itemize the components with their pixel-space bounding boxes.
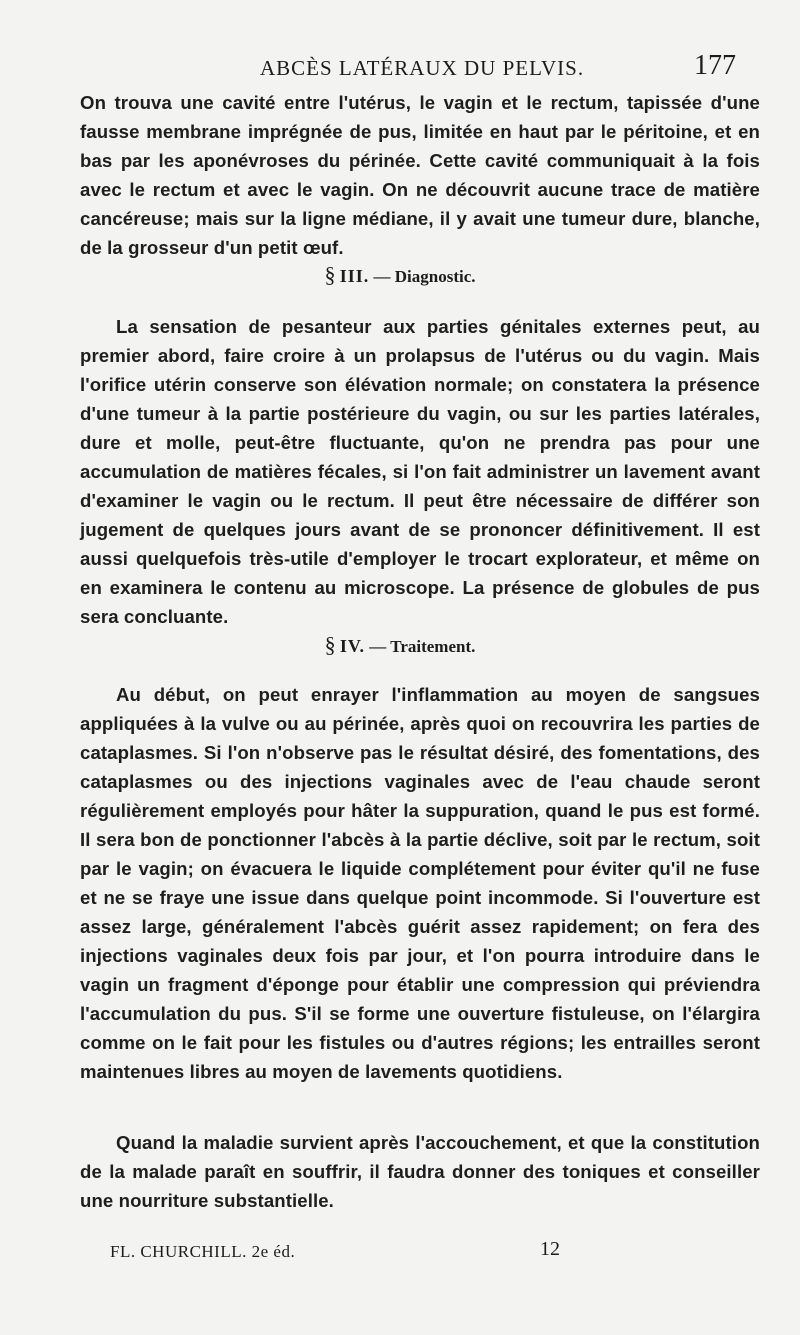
section-sign: § — [324, 262, 336, 287]
page-number: 177 — [694, 50, 736, 81]
running-title: ABCÈS LATÉRAUX DU PELVIS. — [260, 56, 585, 80]
running-header — [100, 50, 736, 82]
paragraph-diagnostic: La sensation de pesanteur aux parties génitales externes peut, au premier abord, faire croire à un prolapsus de l'utérus ou du vagin. Mais l'orifice utérin conserve son élévation normale; on constatera la présence d'une tumeur à la partie postérieure du vagin, ou sur les parties latérales, dure et molle, peut-être fluctuante, qu'on ne prendra pas pour une accumulation de matières fécales, si l'on fait administrer un lavement avant d'examiner le vagin ou le rectum. Il peut être nécessaire de différer son jugement de quelques jours avant de se prononcer définitivement. Il est aussi quelquefois très-utile d'employer le trocart explorateur, et même on en examinera le contenu au microscope. La présence de globules de pus sera concluante. — [80, 316, 760, 627]
section-separator: — — [369, 637, 387, 656]
page-footer — [110, 1238, 730, 1268]
section-title: Traitement. — [390, 637, 476, 656]
signature-mark: 12 — [540, 1238, 560, 1260]
section-sign: § — [324, 632, 336, 657]
paragraph-traitement: Au début, on peut enrayer l'inflammation au moyen de sangsues appliquées à la vulve ou au périnée, après quoi on recouvrira les parties de cataplasmes. Si l'on n'observe pas le résultat désiré, des fomentations, des cataplasmes ou des injections vaginales avec de l'eau chaude seront régulièrement employés pour hâter la suppuration, quand le pus est formé. Il sera bon de ponctionner l'abcès à la partie déclive, soit par le rectum, soit par le vagin; on évacuera le liquide complétement pour éviter qu'il ne fuse et ne se fraye une issue dans quelque point incommode. Si l'ouverture est assez large, généralement l'abcès guérit assez rapidement; on fera des injections vaginales deux fois par jour, et l'on pourra introduire dans le vagin un fragment d'éponge pour établir une compression qui préviendra l'accumulation du pus. S'il se forme une ouverture fistuleuse, on l'élargira comme on le fait pour les fistules ou d'autres régions; les entrailles seront maintenues libres au moyen de lavements quotidiens. — [80, 684, 760, 1082]
section-separator: — — [373, 267, 391, 286]
section-title: Diagnostic. — [394, 267, 476, 286]
paragraph-postpartum: Quand la maladie survient après l'accouchement, et que la constitution de la malade paraît en souffrir, il faudra donner des toniques et conseiller une nourriture substantielle. — [80, 1132, 760, 1211]
section-heading-traitement — [0, 632, 800, 658]
section-number: IV. — [339, 636, 366, 656]
paragraph-continued: On trouva une cavité entre l'utérus, le vagin et le rectum, tapissée d'une fausse membrane imprégnée de pus, limitée en haut par le péritoine, et en bas par les aponévroses du périnée. Cette cavité communiquait à la fois avec le rectum et avec le vagin. On ne découvrit aucune trace de matière cancéreuse; mais sur la ligne médiane, il y avait une tumeur dure, blanche, de la grosseur d'un petit œuf. — [80, 92, 760, 258]
section-heading-diagnostic — [0, 262, 800, 288]
section-number: III. — [339, 266, 370, 286]
publisher-line: FL. CHURCHILL. 2e éd. — [110, 1242, 296, 1261]
